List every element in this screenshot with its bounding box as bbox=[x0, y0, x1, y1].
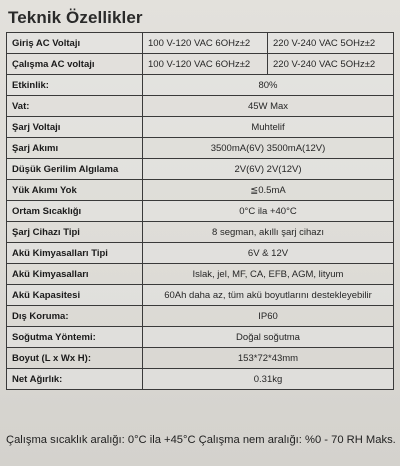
row-label: Şarj Cihazı Tipi bbox=[7, 222, 143, 243]
row-label: Düşük Gerilim Algılama bbox=[7, 159, 143, 180]
table-row bbox=[7, 201, 394, 222]
table-row bbox=[7, 117, 394, 138]
row-value-a: 100 V-120 VAC 6OHz±2 bbox=[143, 33, 268, 54]
row-value: 8 segman, akıllı şarj cihazı bbox=[143, 222, 394, 243]
row-value: 153*72*43mm bbox=[143, 348, 394, 369]
row-value: 45W Max bbox=[143, 96, 394, 117]
table-row bbox=[7, 75, 394, 96]
row-label: Yük Akımı Yok bbox=[7, 180, 143, 201]
row-value: Muhtelif bbox=[143, 117, 394, 138]
table-row bbox=[7, 138, 394, 159]
row-value-a: 100 V-120 VAC 6OHz±2 bbox=[143, 54, 268, 75]
row-value: ≦0.5mA bbox=[143, 180, 394, 201]
spec-table bbox=[6, 32, 394, 390]
row-label: Boyut (L x Wx H): bbox=[7, 348, 143, 369]
row-label: Şarj Voltajı bbox=[7, 117, 143, 138]
row-value: 2V(6V) 2V(12V) bbox=[143, 159, 394, 180]
row-label: Akü Kimyasalları bbox=[7, 264, 143, 285]
row-label: Giriş AC Voltajı bbox=[7, 33, 143, 54]
table-row bbox=[7, 369, 394, 390]
row-value-b: 220 V-240 VAC 5OHz±2 bbox=[268, 54, 394, 75]
row-label: Vat: bbox=[7, 96, 143, 117]
row-value: Doğal soğutma bbox=[143, 327, 394, 348]
row-label: Etkinlik: bbox=[7, 75, 143, 96]
page-title: Teknik Özellikler bbox=[8, 8, 143, 27]
table-row bbox=[7, 285, 394, 306]
row-value: 0.31kg bbox=[143, 369, 394, 390]
row-value: 0°C ila +40°C bbox=[143, 201, 394, 222]
table-row bbox=[7, 306, 394, 327]
table-row bbox=[7, 243, 394, 264]
row-label: Dış Koruma: bbox=[7, 306, 143, 327]
table-row-operating-voltage bbox=[7, 54, 394, 75]
table-row bbox=[7, 264, 394, 285]
row-label: Net Ağırlık: bbox=[7, 369, 143, 390]
row-value: 80% bbox=[143, 75, 394, 96]
row-value: 60Ah daha az, tüm akü boyutlarını destekleyebilir bbox=[143, 285, 394, 306]
table-row bbox=[7, 327, 394, 348]
row-label: Akü Kimyasalları Tipi bbox=[7, 243, 143, 264]
row-label: Şarj Akımı bbox=[7, 138, 143, 159]
table-row bbox=[7, 180, 394, 201]
row-value: IP60 bbox=[143, 306, 394, 327]
row-label: Akü Kapasitesi bbox=[7, 285, 143, 306]
table-row bbox=[7, 348, 394, 369]
row-value-b: 220 V-240 VAC 5OHz±2 bbox=[268, 33, 394, 54]
table-row bbox=[7, 96, 394, 117]
row-value: Islak, jel, MF, CA, EFB, AGM, lityum bbox=[143, 264, 394, 285]
row-value: 3500mA(6V) 3500mA(12V) bbox=[143, 138, 394, 159]
row-label: Soğutma Yöntemi: bbox=[7, 327, 143, 348]
table-row-input-voltage bbox=[7, 33, 394, 54]
table-row bbox=[7, 159, 394, 180]
row-value: 6V & 12V bbox=[143, 243, 394, 264]
table-row bbox=[7, 222, 394, 243]
footnote-operating-conditions: Çalışma sıcaklık aralığı: 0°C ila +45°C Çalışma nem aralığı: %0 - 70 RH Maks. bbox=[6, 434, 396, 446]
row-label: Çalışma AC voltajı bbox=[7, 54, 143, 75]
row-label: Ortam Sıcaklığı bbox=[7, 201, 143, 222]
